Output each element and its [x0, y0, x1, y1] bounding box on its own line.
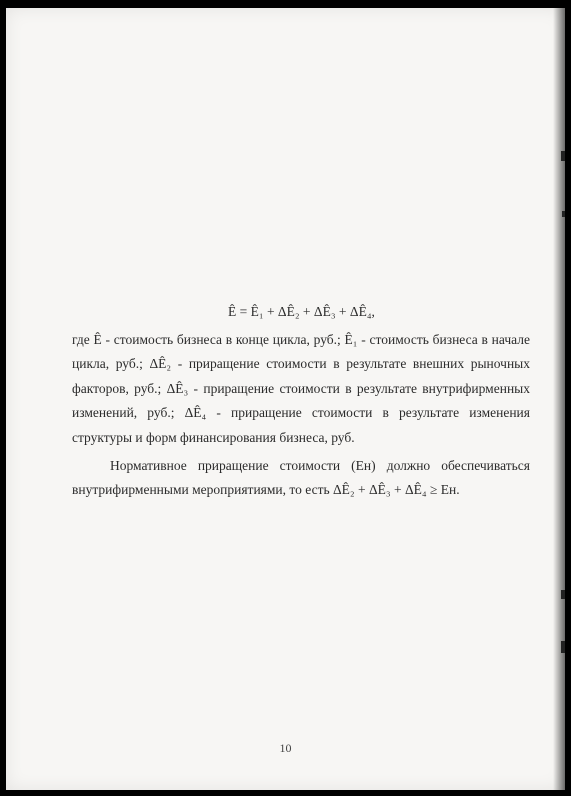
text-line: внутрифирменными мероприятиями, то есть ΔÊ₂ + ΔÊ₃ + ΔÊ₄ ≥ Eн. [72, 482, 460, 498]
scan-artifact [561, 590, 565, 599]
text-line: Нормативное приращение стоимости (Eн) должно обеспечиваться [110, 458, 530, 473]
text-line: цикла, руб.; ΔÊ₂ - приращение стоимости в результате внешних рыночных [72, 356, 530, 372]
document-page [6, 8, 565, 790]
text-line: структуры и форм финансирования бизнеса, руб. [72, 429, 355, 445]
page-edge-shadow [553, 8, 565, 790]
normative-increment-paragraph [72, 454, 530, 503]
business-value-formula: Ê = Ê₁ + ΔÊ₂ + ΔÊ₃ + ΔÊ₄, [228, 304, 375, 319]
text-line: факторов, руб.; ΔÊ₃ - приращение стоимости в результате внутрифирменных [72, 380, 530, 396]
text-line: изменений, руб.; ΔÊ₄ - приращение стоимости в результате изменения [72, 405, 530, 421]
definitions-paragraph [72, 328, 530, 450]
page-number: 10 [279, 741, 292, 755]
scan-artifact [561, 641, 565, 653]
scan-artifact [562, 211, 565, 217]
text-line: где Ê - стоимость бизнеса в конце цикла, руб.; Ê₁ - стоимость бизнеса в начале [72, 332, 530, 347]
scan-artifact [561, 151, 565, 161]
